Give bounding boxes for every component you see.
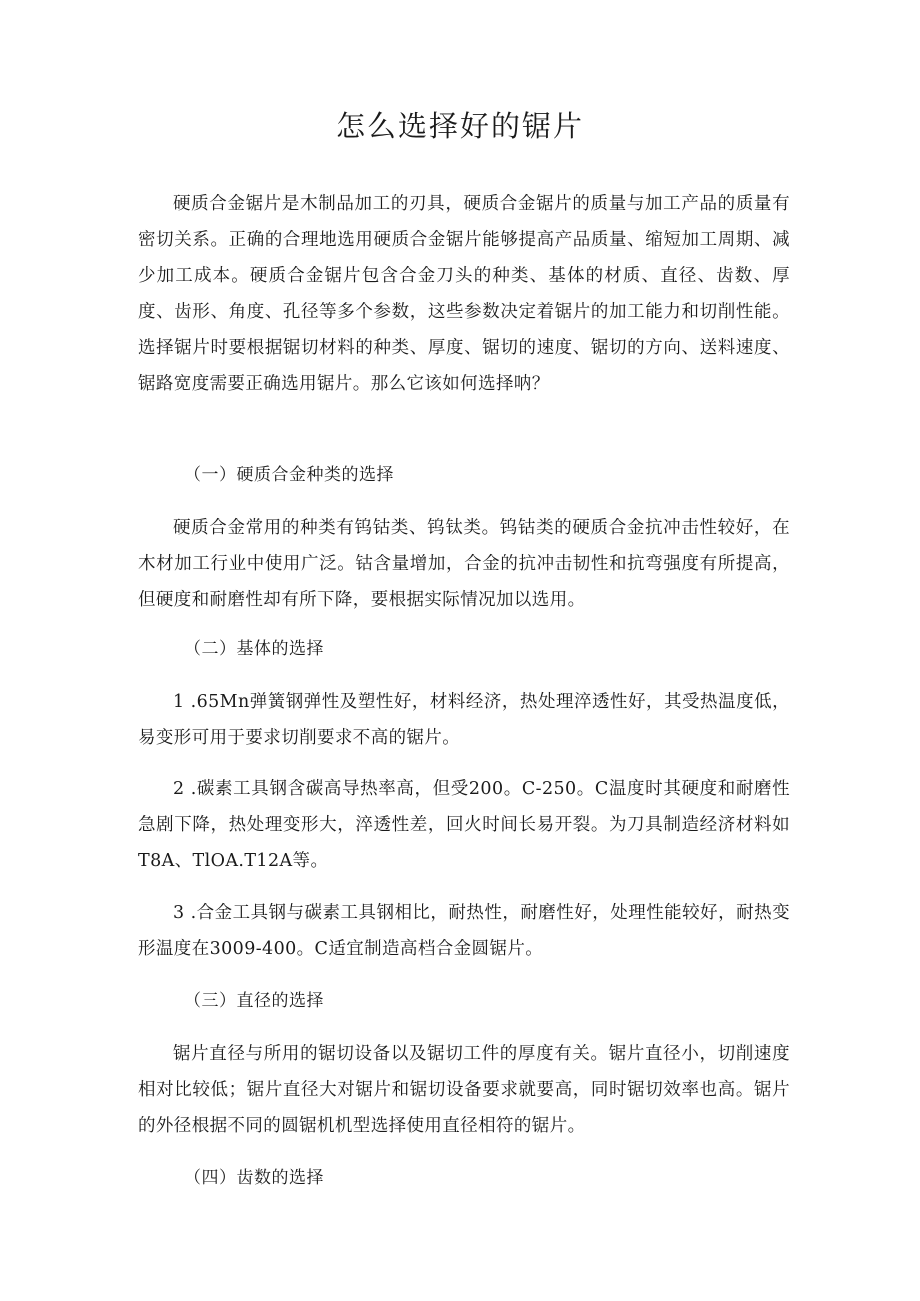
section-heading-diameter: （三）直径的选择 (184, 991, 324, 1011)
base-body-paragraph-2: 2 .碳素工具钢含碳高导热率高，但受200。C-250。C温度时其硬度和耐磨性急剧下降，热处理变形大，淬透性差，回火时间长易开裂。为刀具制造经济材料如T8A、TlOA.T12A等。 (138, 779, 790, 871)
carbide-type-paragraph: 硬质合金常用的种类有钨钴类、钨钛类。钨钴类的硬质合金抗冲击性较好，在木材加工行业中使用广泛。钴含量增加，合金的抗冲击韧性和抗弯强度有所提高，但硬度和耐磨性却有所下降，要根据实际情况加以选用。 (138, 518, 790, 610)
section-heading-tooth-count: （四）齿数的选择 (184, 1168, 324, 1188)
intro-paragraph: 硬质合金锯片是木制品加工的刃具，硬质合金锯片的质量与加工产品的质量有密切关系。正确的合理地选用硬质合金锯片能够提高产品质量、缩短加工周期、减少加工成本。硬质合金锯片包含合金刀头的种类、基体的材质、直径、齿数、厚度、齿形、角度、孔径等多个参数，这些参数决定着锯片的加工能力和切削性能。选择锯片时要根据锯切材料的种类、厚度、锯切的速度、锯切的方向、送料速度、锯路宽度需要正确选用锯片。那么它该如何选择呐？ (138, 194, 790, 394)
section-heading-carbide-type: （一）硬质合金种类的选择 (184, 465, 394, 485)
section-heading-base-body: （二）基体的选择 (184, 639, 324, 659)
base-body-paragraph-1: 1 .65Mn弹簧钢弹性及塑性好，材料经济，热处理淬透性好，其受热温度低，易变形可用于要求切削要求不高的锯片。 (138, 692, 790, 748)
diameter-paragraph: 锯片直径与所用的锯切设备以及锯切工件的厚度有关。锯片直径小，切削速度相对比较低；锯片直径大对锯片和锯切设备要求就要高，同时锯切效率也高。锯片的外径根据不同的圆锯机机型选择使用直径相符的锯片。 (138, 1044, 790, 1136)
base-body-paragraph-3: 3 .合金工具钢与碳素工具钢相比，耐热性，耐磨性好，处理性能较好，耐热变形温度在3009-400。C适宜制造高档合金圆锯片。 (138, 903, 790, 959)
document-title: 怎么选择好的锯片 (335, 109, 584, 143)
